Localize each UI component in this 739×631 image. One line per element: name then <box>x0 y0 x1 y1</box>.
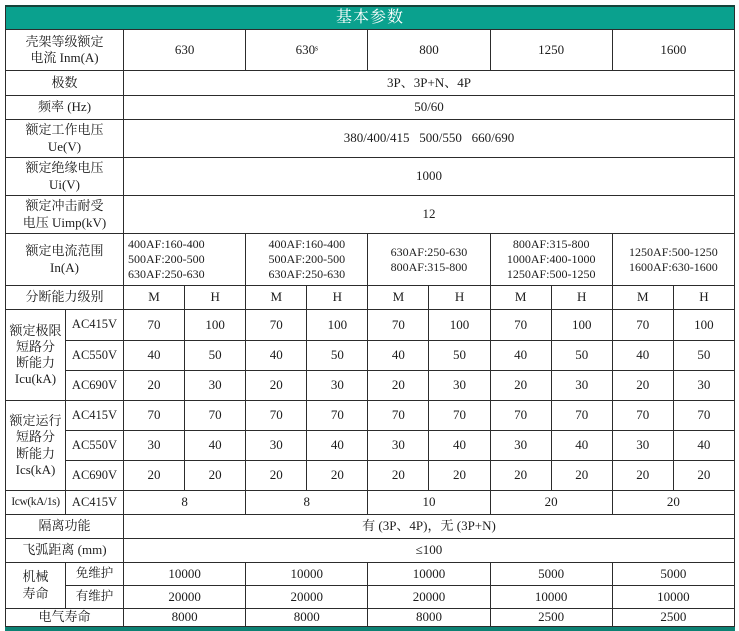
row-label-line: 额定绝缘电压 <box>25 160 104 176</box>
grade-cell: H <box>185 286 246 310</box>
isolation-value: 有 (3P、4P)，无 (3P+N) <box>124 515 735 539</box>
icu-value: 50 <box>551 341 612 371</box>
ics-value: 20 <box>246 461 307 491</box>
uimp-value: 12 <box>124 196 735 234</box>
elec-life-value: 8000 <box>368 609 490 627</box>
voltage-sub-label: AC550V <box>66 341 124 371</box>
icu-value: 100 <box>429 310 490 341</box>
ics-value: 20 <box>673 461 734 491</box>
ics-value: 70 <box>551 401 612 431</box>
ics-value: 20 <box>368 461 429 491</box>
row-label-mech-life <box>6 563 66 609</box>
ics-value: 30 <box>612 431 673 461</box>
basic-parameters-table <box>5 5 735 627</box>
row-label-line: Icu(kA) <box>14 371 57 387</box>
row-label-in-range <box>6 234 124 286</box>
elec-life-value: 2500 <box>490 609 612 627</box>
grade-cell: M <box>490 286 551 310</box>
row-label-line: 额定极限 <box>9 322 62 338</box>
row-label-line: 机械 <box>22 569 49 585</box>
icu-value: 20 <box>124 371 185 401</box>
voltage-sub-label: AC415V <box>66 310 124 341</box>
in-range-cell <box>490 234 612 286</box>
row-label-line: 断能力 <box>15 355 55 370</box>
ics-value: 20 <box>490 461 551 491</box>
mech-life-value: 20000 <box>246 586 368 609</box>
frame-current-value: 630ˢ <box>246 30 368 71</box>
in-range-line: 500AF:200-500 <box>128 252 205 266</box>
poles-value: 3P、3P+N、4P <box>124 71 735 96</box>
ics-value: 40 <box>307 431 368 461</box>
row-label-line: 电流 Inm(A) <box>30 50 99 65</box>
row-label-poles: 极数 <box>6 71 124 96</box>
ics-value: 70 <box>307 401 368 431</box>
frequency-value: 50/60 <box>124 96 735 120</box>
icu-value: 70 <box>490 310 551 341</box>
icu-value: 40 <box>124 341 185 371</box>
in-range-cell <box>368 234 490 286</box>
icu-value: 70 <box>246 310 307 341</box>
icu-value: 40 <box>612 341 673 371</box>
icu-value: 30 <box>185 371 246 401</box>
in-range-line: 1600AF:630-1600 <box>629 259 718 274</box>
ics-value: 20 <box>124 461 185 491</box>
mech-life-value: 10000 <box>368 563 490 586</box>
row-label-frequency: 频率 (Hz) <box>6 96 124 120</box>
ui-value: 1000 <box>124 158 735 196</box>
voltage-sub-label: AC690V <box>66 371 124 401</box>
row-label-ue <box>6 120 124 158</box>
row-label-elec-life: 电气寿命 <box>6 609 124 627</box>
icw-value: 20 <box>490 491 612 515</box>
row-label-ui <box>6 158 124 196</box>
in-range-line: 1000AF:400-1000 <box>506 252 596 266</box>
in-range-cell <box>124 234 246 286</box>
grade-cell: H <box>307 286 368 310</box>
icw-value: 10 <box>368 491 490 515</box>
row-label-line: 壳架等级额定 <box>25 33 104 49</box>
ics-value: 70 <box>612 401 673 431</box>
ue-value: 380/400/415 500/550 660/690 <box>124 120 735 158</box>
ics-value: 70 <box>490 401 551 431</box>
maintenance-sub-label: 有维护 <box>66 586 124 609</box>
row-label-ics <box>6 401 66 491</box>
in-range-line: 800AF:315-800 <box>390 259 468 274</box>
ics-value: 20 <box>551 461 612 491</box>
row-label-line: 额定电流范围 <box>25 243 104 259</box>
grade-cell: H <box>551 286 612 310</box>
row-label-line: Ui(V) <box>48 176 81 192</box>
ics-value: 20 <box>307 461 368 491</box>
row-label-uimp <box>6 196 124 234</box>
icw-value: 8 <box>246 491 368 515</box>
frame-current-value: 630 <box>124 30 246 71</box>
mech-life-value: 5000 <box>612 563 734 586</box>
icu-value: 30 <box>673 371 734 401</box>
row-label-line: 断能力 <box>15 445 55 461</box>
ics-value: 70 <box>429 401 490 431</box>
icu-value: 100 <box>673 310 734 341</box>
icu-value: 20 <box>490 371 551 401</box>
icu-value: 100 <box>307 310 368 341</box>
row-label-line: 电压 Uimp(kV) <box>22 214 107 230</box>
row-label-line: 寿命 <box>22 585 49 601</box>
ics-value: 70 <box>185 401 246 431</box>
in-range-line: 630AF:250-630 <box>390 244 468 259</box>
grade-cell: M <box>124 286 185 310</box>
ics-value: 20 <box>429 461 490 491</box>
icu-value: 40 <box>246 341 307 371</box>
mech-life-value: 10000 <box>124 563 246 586</box>
icu-value: 50 <box>307 341 368 371</box>
icu-value: 20 <box>612 371 673 401</box>
grade-cell: M <box>612 286 673 310</box>
icu-value: 30 <box>429 371 490 401</box>
row-label-line: 短路分 <box>15 338 55 354</box>
in-range-cell <box>246 234 368 286</box>
row-label-grade: 分断能力级别 <box>6 286 124 310</box>
icu-value: 40 <box>368 341 429 371</box>
elec-life-value: 2500 <box>612 609 734 627</box>
ics-value: 70 <box>673 401 734 431</box>
elec-life-value: 8000 <box>246 609 368 627</box>
row-label-line: In(A) <box>50 259 79 275</box>
in-range-line: 800AF:315-800 <box>512 237 590 251</box>
icw-value: 8 <box>124 491 246 515</box>
ics-value: 20 <box>185 461 246 491</box>
ics-value: 30 <box>368 431 429 461</box>
in-range-line: 400AF:160-400 <box>268 237 346 251</box>
in-range-line: 400AF:160-400 <box>128 237 205 251</box>
mech-life-value: 5000 <box>490 563 612 586</box>
ics-value: 40 <box>429 431 490 461</box>
icu-value: 20 <box>246 371 307 401</box>
in-range-line: 1250AF:500-1250 <box>629 244 718 259</box>
ics-value: 20 <box>612 461 673 491</box>
icu-value: 30 <box>307 371 368 401</box>
voltage-sub-label: AC415V <box>66 401 124 431</box>
in-range-cell <box>612 234 734 286</box>
icu-value: 100 <box>551 310 612 341</box>
icu-value: 50 <box>185 341 246 371</box>
row-label-line: Ue(V) <box>47 138 82 154</box>
bottom-accent-bar <box>5 627 735 631</box>
in-range-line: 500AF:200-500 <box>268 252 346 266</box>
arc-distance-value: ≤100 <box>124 539 735 563</box>
icu-value: 100 <box>185 310 246 341</box>
ics-value: 40 <box>185 431 246 461</box>
mech-life-value: 20000 <box>368 586 490 609</box>
ics-value: 70 <box>368 401 429 431</box>
row-label-arc-distance: 飞弧距离 (mm) <box>6 539 124 563</box>
icu-value: 50 <box>673 341 734 371</box>
icu-value: 70 <box>368 310 429 341</box>
frame-current-value: 1250 <box>490 30 612 71</box>
row-label-line: 额定运行 <box>9 413 62 428</box>
maintenance-sub-label: 免维护 <box>66 563 124 586</box>
row-label-icu <box>6 310 66 401</box>
mech-life-value: 10000 <box>490 586 612 609</box>
icu-value: 50 <box>429 341 490 371</box>
ics-value: 70 <box>246 401 307 431</box>
icu-value: 20 <box>368 371 429 401</box>
elec-life-value: 8000 <box>124 609 246 627</box>
ics-value: 70 <box>124 401 185 431</box>
voltage-sub-label: AC415V <box>66 491 124 515</box>
table-title: 基本参数 <box>6 6 735 30</box>
row-label-frame-current <box>6 30 124 71</box>
icu-value: 70 <box>124 310 185 341</box>
ics-value: 30 <box>490 431 551 461</box>
row-label-icw: Icw(kA/1s) <box>6 491 66 515</box>
mech-life-value: 10000 <box>612 586 734 609</box>
grade-cell: H <box>429 286 490 310</box>
frame-current-value: 800 <box>368 30 490 71</box>
row-label-isolation: 隔离功能 <box>6 515 124 539</box>
row-label-line: 额定冲击耐受 <box>25 198 104 214</box>
mech-life-value: 20000 <box>124 586 246 609</box>
row-label-line: 短路分 <box>15 429 55 445</box>
row-label-line: Ics(kA) <box>15 461 56 477</box>
grade-cell: M <box>368 286 429 310</box>
frame-current-value: 1600 <box>612 30 734 71</box>
grade-cell: H <box>673 286 734 310</box>
icu-value: 40 <box>490 341 551 371</box>
ics-value: 40 <box>673 431 734 461</box>
ics-value: 40 <box>551 431 612 461</box>
ics-value: 30 <box>246 431 307 461</box>
in-range-line: 630AF:250-630 <box>268 267 346 281</box>
icw-value: 20 <box>612 491 734 515</box>
mech-life-value: 10000 <box>246 563 368 586</box>
grade-cell: M <box>246 286 307 310</box>
in-range-line: 1250AF:500-1250 <box>506 267 596 281</box>
voltage-sub-label: AC550V <box>66 431 124 461</box>
icu-value: 30 <box>551 371 612 401</box>
row-label-line: 额定工作电压 <box>25 122 104 138</box>
in-range-line: 630AF:250-630 <box>128 267 205 281</box>
ics-value: 30 <box>124 431 185 461</box>
voltage-sub-label: AC690V <box>66 461 124 491</box>
icu-value: 70 <box>612 310 673 341</box>
